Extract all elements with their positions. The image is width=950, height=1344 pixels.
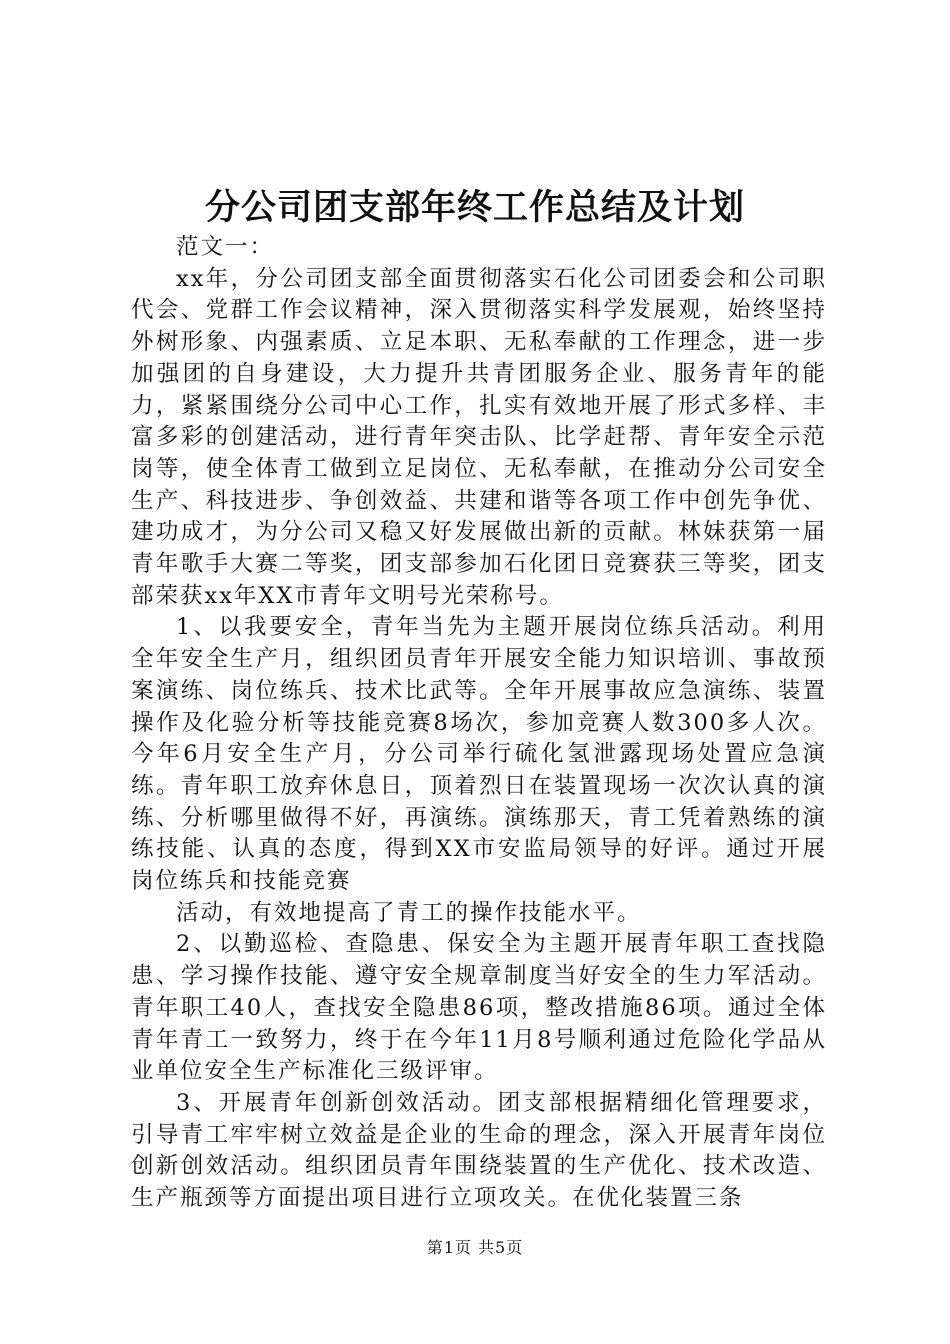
paragraph-item-1: 1、以我要安全，青年当先为主题开展岗位练兵活动。利用全年安全生产月，组织团员青年开展安全能力知识培训、事故预案演练、岗位练兵、技术比武等。全年开展事故应急演练、装置操作及化验分析等技能竞赛8场次，参加竞赛人数300多人次。今年6月安全生产月，分公司举行硫化氢泄露现场处置应急演练。青年职工放弃休息日，顶着烈日在装置现场一次次认真的演练、分析哪里做得不好，再演练。演练那天，青工凭着熟练的演练技能、认真的态度，得到XX市安监局领导的好评。通过开展岗位练兵和技能竞赛	[131, 614, 827, 895]
paragraph-summary: xx年，分公司团支部全面贯彻落实石化公司团委会和公司职代会、党群工作会议精神，深入贯彻落实科学发展观，始终坚持外树形象、内强素质、立足本职、无私奉献的工作理念，进一步加强团的自身建设，大力提升共青团服务企业、服务青年的能力，紧紧围绕分公司中心工作，扎实有效地开展了形式多样、丰富多彩的创建活动，进行青年突击队、比学赶帮、青年安全示范岗等，使全体青工做到立足岗位、无私奉献，在推动分公司安全生产、科技进步、争创效益、共建和谐等各项工作中创先争优、建功成才，为分公司又稳又好发展做出新的贡献。林妹获第一届青年歌手大赛二等奖，团支部参加石化团日竞赛获三等奖，团支部荣获xx年XX市青年文明号光荣称号。	[131, 265, 827, 609]
paragraph-item-1-continued: 活动，有效地提高了青工的操作技能水平。	[176, 899, 642, 926]
document-body	[131, 232, 827, 1215]
document-title: 分公司团支部年终工作总结及计划	[204, 188, 745, 228]
paragraph-intro-label: 范文一：	[176, 234, 275, 260]
paragraph-item-2: 2、以勤巡检、查隐患、保安全为主题开展青年职工查找隐患、学习操作技能、遵守安全规章制度当好安全的生力军活动。青年职工40人，查找安全隐患86项，整改措施86项。通过全体青年青工一致努力，终于在今年11月8号顺利通过危险化学品从业单位安全生产标准化三级评审。	[131, 931, 827, 1085]
paragraph-item-3: 3、开展青年创新创效活动。团支部根据精细化管理要求，引导青工牢牢树立效益是企业的生命的理念，深入开展青年岗位创新创效活动。组织团员青年围绕装置的生产优化、技术改造、生产瓶颈等方面提出项目进行立项攻关。在优化装置三条	[131, 1089, 827, 1212]
page-number-footer: 第1页 共5页	[426, 1238, 524, 1257]
